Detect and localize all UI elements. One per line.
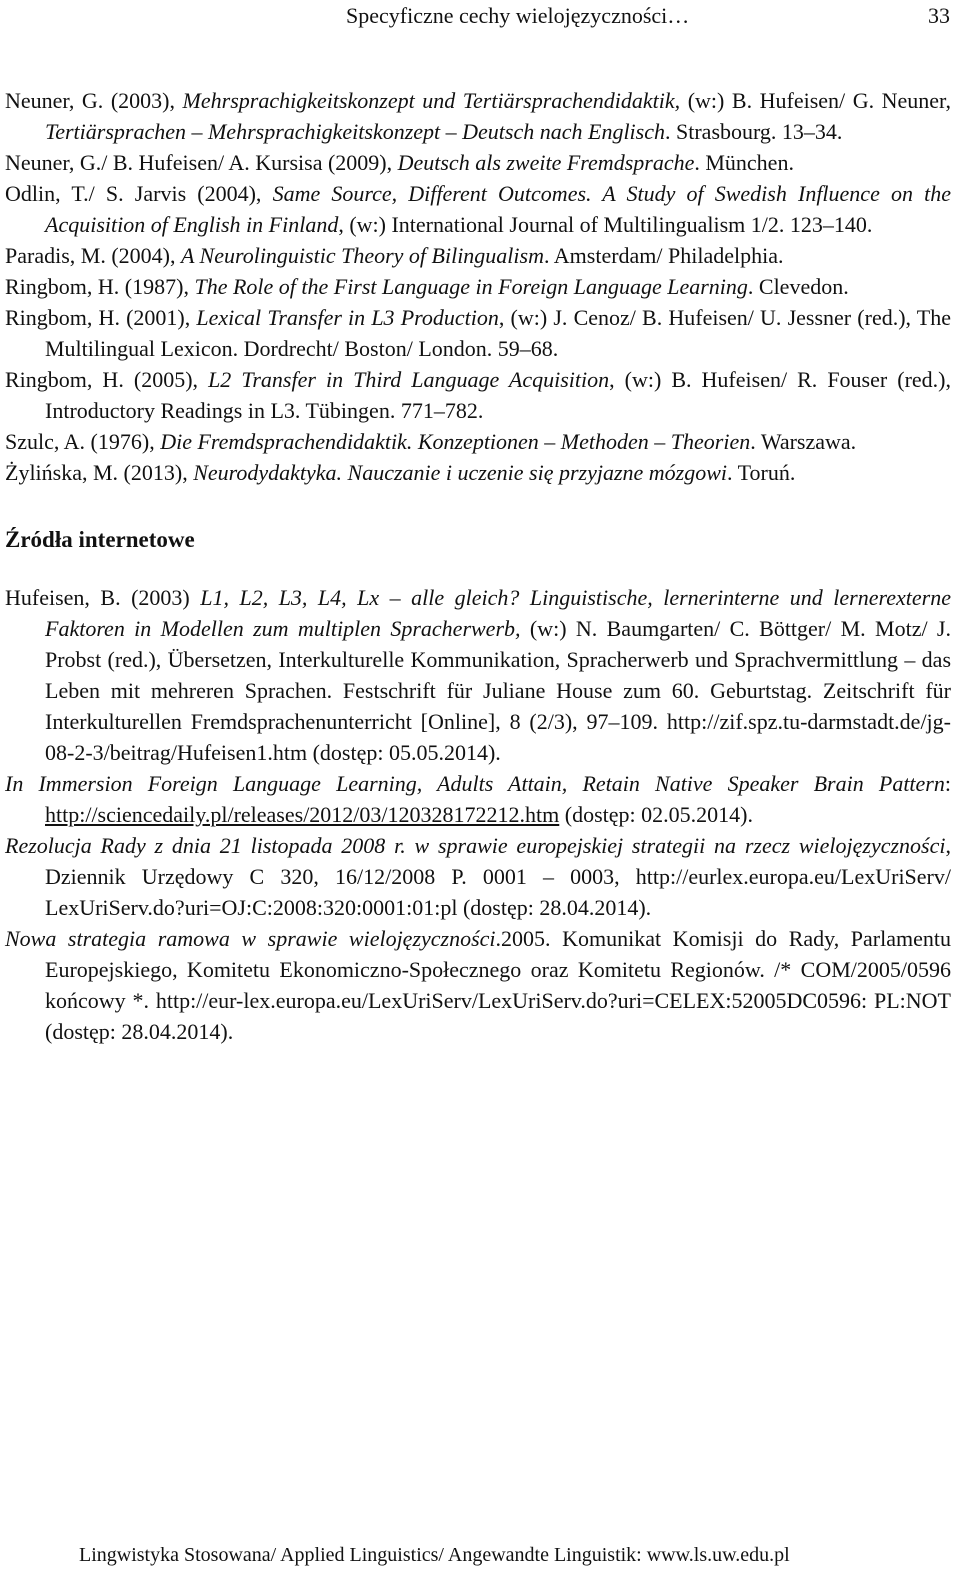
page-number: 33 — [928, 3, 950, 28]
section-heading: Źródła internetowe — [5, 527, 195, 552]
italic-title: The Role of the First Language in Foreign Language Learning — [194, 274, 748, 299]
italic-title: Same Source, Different Outcomes. A Study of Swedish Influence on the Acquisition of English in Finland — [45, 181, 951, 237]
reference-text: Paradis, M. (2004), — [5, 243, 181, 268]
reference-link[interactable]: http://sciencedaily.pl/releases/2012/03/120328172212.htm — [45, 802, 560, 827]
reference-text: Odlin, T./ S. Jarvis (2004), — [5, 181, 273, 206]
bibliography — [5, 85, 951, 1047]
italic-title: Deutsch als zweite Fremdsprache — [397, 150, 695, 175]
web-source-entry — [5, 582, 951, 768]
italic-title: Nowa strategia ramowa w sprawie wielojęzyczności — [5, 926, 496, 951]
reference-text: . Toruń. — [727, 460, 796, 485]
web-source-entry — [5, 923, 951, 1047]
italic-title: L1, L2, L3, L4, Lx – alle gleich? Linguistische, lernerinterne und lernerexterne Faktoren in Modellen zum multiplen Spracherwerb, — [45, 585, 951, 641]
web-sources-list — [5, 582, 951, 1047]
reference-entry — [5, 426, 951, 457]
reference-text: Szulc, A. (1976), — [5, 429, 161, 454]
web-source-entry — [5, 768, 951, 830]
reference-entry — [5, 147, 951, 178]
reference-text: . Warszawa. — [750, 429, 857, 454]
web-source-entry — [5, 830, 951, 923]
reference-text: Ringbom, H. (1987), — [5, 274, 195, 299]
reference-text: (w:) B. Hufeisen/ G. Neuner, — [680, 88, 951, 113]
reference-text: Żylińska, M. (2013), — [5, 460, 194, 485]
reference-text: Ringbom, H. (2005), — [5, 367, 209, 392]
reference-entry — [5, 271, 951, 302]
reference-text: . Clevedon. — [747, 274, 849, 299]
reference-text: , (w:) B. Hufeisen/ R. Fouser (red.), Introductory Readings in L3. Tübingen. 771–782. — [45, 367, 951, 423]
reference-text: (w:) N. Baumgarten/ C. Böttger/ M. Motz/ J. Probst (red.), Übersetzen, Interkulturelle Kommunikation, Spracherwerb und Sprachvermittlung – das Leben mit mehreren Sprachen. Festschrift für Juliane House zum 60. Geburtstag. Zeitschrift für Interkulturellen Fremdsprachenunterricht [Online], 8 (2/3), 97–109. http://zif.spz.tu-darmstadt.de/jg-08-2-3/beitrag/Hufeisen1.htm (dostęp: 05.05.2014). — [45, 616, 951, 765]
reference-text: , Dziennik Urzędowy C 320, 16/12/2008 P. 0001 – 0003, http://eurlex.europa.eu/LexUriServ/ LexUriServ.do?uri=OJ:C:2008:320:0001:01:pl (dostęp: 28.04.2014). — [45, 833, 951, 920]
reference-list — [5, 85, 951, 488]
reference-entry — [5, 240, 951, 271]
reference-text: Neuner, G. (2003), — [5, 88, 183, 113]
italic-title: In Immersion Foreign Language Learning, Adults Attain, Retain Native Speaker Brain Pattern — [5, 771, 945, 796]
running-title: Specyficzne cechy wielojęzyczności… — [346, 3, 690, 28]
reference-entry — [5, 178, 951, 240]
reference-text: , (w:) J. Cenoz/ B. Hufeisen/ U. Jessner (red.), The Multilingual Lexicon. Dordrecht/ Boston/ London. 59–68. — [45, 305, 951, 361]
reference-entry — [5, 85, 951, 147]
reference-entry — [5, 457, 951, 488]
page-footer: Lingwistyka Stosowana/ Applied Linguistics/ Angewandte Linguistik: www.ls.uw.edu.pl — [79, 1544, 790, 1566]
italic-title: L2 Transfer in Third Language Acquisition — [208, 367, 610, 392]
reference-text: Hufeisen, B. (2003) — [5, 585, 201, 610]
reference-text: . Amsterdam/ Philadelphia. — [543, 243, 784, 268]
italic-title: Lexical Transfer in L3 Production — [196, 305, 499, 330]
reference-entry — [5, 364, 951, 426]
reference-text: : — [944, 771, 951, 796]
italic-title: Neurodydaktyka. Nauczanie i uczenie się przyjazne mózgowi — [193, 460, 728, 485]
italic-title: A Neurolinguistic Theory of Bilingualism — [180, 243, 544, 268]
reference-entry — [5, 302, 951, 364]
italic-title: Die Fremdsprachendidaktik. Konzeptionen – Methoden – Theorien — [160, 429, 751, 454]
reference-text: (dostęp: 02.05.2014). — [559, 802, 753, 827]
italic-title: Rezolucja Rady z dnia 21 listopada 2008 r. w sprawie europejskiej strategii na rzecz wielojęzyczności — [5, 833, 946, 858]
reference-text: , (w:) International Journal of Multilingualism 1/2. 123–140. — [338, 212, 873, 237]
reference-text: Neuner, G./ B. Hufeisen/ A. Kursisa (2009), — [5, 150, 398, 175]
reference-text: .2005. Komunikat Komisji do Rady, Parlamentu Europejskiego, Komitetu Ekonomiczno-Społecznego oraz Komitetu Regionów. /* COM/2005/0596 końcowy *. http://eur-lex.europa.eu/LexUriServ/LexUriServ.do?uri=CELEX:52005DC0596: PL:NOT (dostęp: 28.04.2014). — [45, 926, 951, 1044]
reference-text: . München. — [694, 150, 794, 175]
reference-text: Ringbom, H. (2001), — [5, 305, 197, 330]
italic-title: Tertiärsprachen – Mehrsprachigkeitskonzept – Deutsch nach Englisch — [45, 119, 665, 144]
reference-text: . Strasbourg. 13–34. — [665, 119, 843, 144]
italic-title: Mehrsprachigkeitskonzept und Tertiärsprachendidaktik, — [182, 88, 681, 113]
